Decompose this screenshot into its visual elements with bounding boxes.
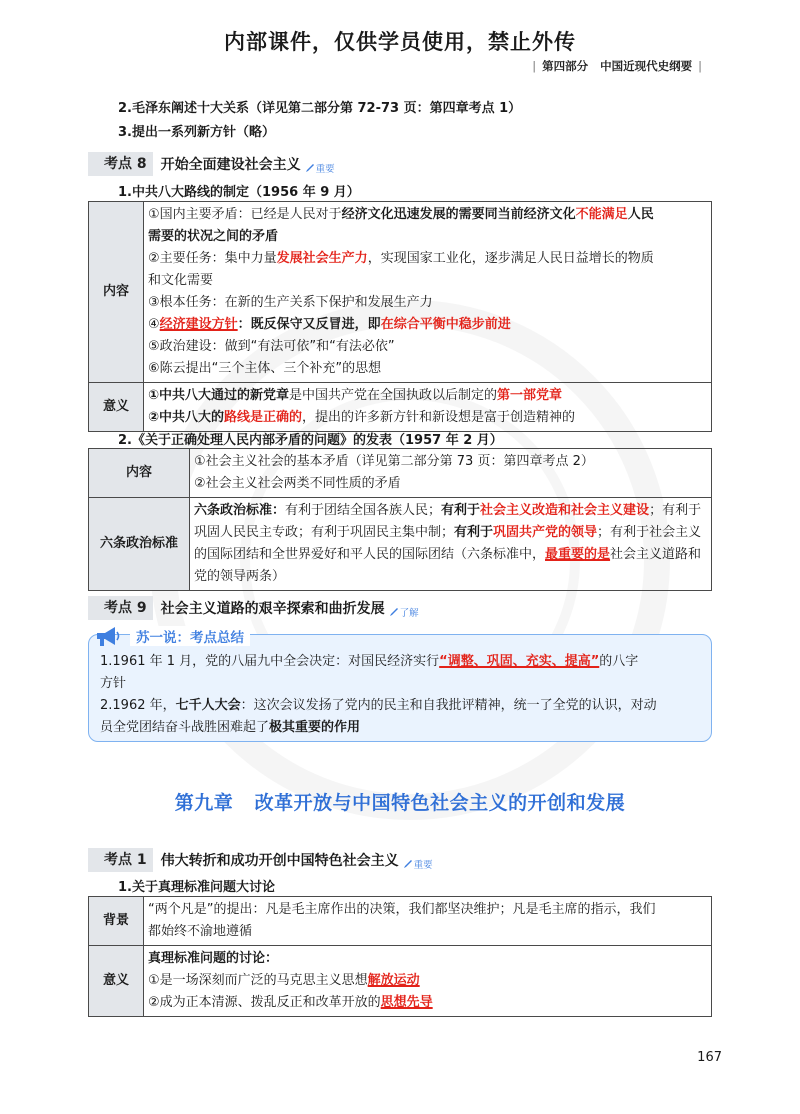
content-item-1 xyxy=(148,204,707,226)
text: 利于社会主义的国际团结和全世界爱好和平人民的国际团结（六条标准中， xyxy=(194,525,702,562)
table-row xyxy=(89,449,712,498)
text: ①国内主要矛盾：已经是人民对于 xyxy=(148,207,342,222)
significance-cell xyxy=(144,383,712,432)
header-part: 第四部分 xyxy=(542,59,589,73)
kd1-heading xyxy=(88,848,433,872)
pen-icon xyxy=(403,859,413,869)
sig-item-2 xyxy=(148,992,707,1014)
row-head-significance: 意义 xyxy=(89,383,144,432)
standards-cell xyxy=(190,498,712,591)
kd1-table xyxy=(88,896,712,1017)
content-cell xyxy=(144,202,712,383)
significance-cell xyxy=(144,946,712,1017)
content-item-4 xyxy=(148,314,707,336)
intro-line-1: 2.毛泽东阐述十大关系（详见第二部分第 72-73 页：第四章考点 1） xyxy=(118,101,522,116)
text-red: 路线是正确的 xyxy=(224,410,303,425)
text-bold: ：既反保守又反冒进，即 xyxy=(237,317,381,332)
table-row xyxy=(89,897,712,946)
content-item-1: ①社会主义社会的基本矛盾（详见第二部分第 73 页：第四章考点 2） xyxy=(194,454,594,469)
kd8-sub1: 1.中共八大路线的制定（1956 年 9 月） xyxy=(118,185,360,200)
tip-line-2-cont xyxy=(100,716,360,735)
kd1-tag xyxy=(403,857,433,871)
text-bold: 经济文化迅速发展的需要同当前经济文化 xyxy=(341,207,576,222)
row-head-content: 内容 xyxy=(89,202,144,383)
text: ①是一场深刻而广泛的马克思主义思想 xyxy=(148,973,368,988)
kd1-title: 伟大转折和成功开创中国特色社会主义 xyxy=(160,853,399,869)
text: ，提出的许多新方针和新设想是富于创造精神的 xyxy=(302,410,576,425)
chapter-title: 改革开放与中国特色社会主义的开创和发展 xyxy=(254,792,626,814)
text: 有利于团结全国各族人民； xyxy=(285,503,442,518)
content-cell xyxy=(190,449,712,498)
text-red-underline: 最重要 xyxy=(545,547,585,562)
text: ④ xyxy=(148,317,160,332)
kd8-sub2: 2.《关于正确处理人民内部矛盾的问题》的发表（1957 年 2 月） xyxy=(118,433,503,448)
row-head-significance: 意义 xyxy=(89,946,144,1017)
pen-icon xyxy=(305,163,315,173)
header-section: 中国近现代史纲要 xyxy=(600,59,693,73)
text: ②成为正本清源、拨乱反正和改革开放的 xyxy=(148,995,381,1010)
kd9-label: 考点 9 xyxy=(88,596,153,620)
background-line-2: 都始终不渝地遵循 xyxy=(148,924,253,939)
row-head-background: 背景 xyxy=(89,897,144,946)
kd8-table2 xyxy=(88,448,712,591)
sig-heading: 真理标准问题的讨论： xyxy=(148,951,279,966)
content-item-6: ⑥陈云提出“三个主体、三个补充”的思想 xyxy=(148,361,382,376)
text-red: 第一部党章 xyxy=(497,388,563,403)
intro-line-2: 3.提出一系列新方针（略） xyxy=(118,125,275,140)
content-item-3: ③根本任务：在新的生产关系下保护和发展生产力 xyxy=(148,295,433,310)
text-red: 发展社会生产力 xyxy=(276,251,368,266)
table-row xyxy=(89,498,712,591)
text: ，实现国家工业化，逐步满足人民日益增长的物质 xyxy=(367,251,654,266)
content-item-2-cont: 和文化需要 xyxy=(148,273,214,288)
row-head-standards: 六条政治标准 xyxy=(89,498,190,591)
text-red-underline: 的是 xyxy=(584,547,611,562)
kd9-heading xyxy=(88,596,419,620)
page-header-section: | 第四部分 中国近现代史纲要 | xyxy=(532,59,702,73)
kd8-tag xyxy=(305,161,335,175)
text: 有利于巩固人民民主专政；有利于巩固民主集中制； xyxy=(194,503,702,540)
table-row xyxy=(89,202,712,383)
tip-line-2 xyxy=(100,694,657,713)
text-bold: 人民 xyxy=(627,207,654,222)
text: 员全党团结奋斗战胜困难起了 xyxy=(100,720,270,735)
text-bold: 七千人大会 xyxy=(175,698,241,713)
text: 社会主义道路和党的领导两条） xyxy=(194,547,702,584)
text-red-underline: “调整、巩固、充实、提高” xyxy=(439,654,600,669)
text-red: 巩固共产党的领导 xyxy=(493,525,598,540)
text-red: 不能满足 xyxy=(575,207,628,222)
table-row xyxy=(89,383,712,432)
chapter-heading xyxy=(0,788,800,815)
text-bold: ①中共八大通过的新党章 xyxy=(148,388,290,403)
page-header-title: 内部课件，仅供学员使用，禁止外传 xyxy=(224,30,576,54)
megaphone-icon xyxy=(94,624,122,650)
background-cell xyxy=(144,897,712,946)
text: ②主要任务： xyxy=(148,251,225,266)
kd9-tag xyxy=(389,605,419,619)
text-bold: ②中共八大的 xyxy=(148,410,225,425)
kd9-title: 社会主义道路的艰辛探索和曲折发展 xyxy=(160,601,385,617)
content-item-2 xyxy=(148,248,707,270)
text-bold: 有利于 xyxy=(441,503,481,518)
text: 集中力量 xyxy=(224,251,277,266)
text-red-underline: 经济建设方针 xyxy=(159,317,238,332)
content-item-5: ⑤政治建设：做到“有法可依”和“有法必依” xyxy=(148,339,395,354)
row-head-content: 内容 xyxy=(89,449,190,498)
chapter-number: 第九章 xyxy=(174,792,234,814)
text-red-underline: 思想先导 xyxy=(380,995,433,1010)
text: 的八字 xyxy=(599,654,639,669)
background-line-1: “两个凡是”的提出：凡是毛主席作出的决策，我们都坚决维护；凡是毛主席的指示，我们 xyxy=(148,902,656,917)
text-bold: 极其重要的作用 xyxy=(269,720,361,735)
text: 1.1961 年 1 月，党的八届九中全会决定：对国民经济实行 xyxy=(100,654,440,669)
page-number: 167 xyxy=(697,1050,722,1065)
content-item-2: ②社会主义社会两类不同性质的矛盾 xyxy=(194,476,401,491)
kd8-title: 开始全面建设社会主义 xyxy=(160,157,301,173)
kd8-table1 xyxy=(88,201,712,432)
text: ； xyxy=(649,503,663,518)
tip-line-1 xyxy=(100,650,638,669)
text-red-underline: 解放运动 xyxy=(367,973,420,988)
kd1-sub1: 1.关于真理标准问题大讨论 xyxy=(118,880,275,895)
sig-item-1 xyxy=(148,970,707,992)
sig-item-1 xyxy=(148,385,707,407)
text-bold: 六条政治标准： xyxy=(194,503,286,518)
text: 是中国共产党在全国执政以后制定的 xyxy=(289,388,498,403)
text-red: 社会主义改造和社会主义建设 xyxy=(480,503,650,518)
text: 2.1962 年， xyxy=(100,698,176,713)
tip-title: 苏一说：考点总结 xyxy=(130,626,250,646)
kd8-label: 考点 8 xyxy=(88,152,153,176)
text-bold: 有利于 xyxy=(454,525,494,540)
content-item-1-cont: 需要的状况之间的矛盾 xyxy=(148,229,279,244)
table-row xyxy=(89,946,712,1017)
kd8-heading xyxy=(88,152,335,176)
text-red: 在综合平衡中稳步前进 xyxy=(380,317,511,332)
sig-item-2 xyxy=(148,407,707,429)
kd1-tag-text: 重要 xyxy=(413,860,433,871)
kd9-tag-text: 了解 xyxy=(399,608,419,619)
tip-line-1-cont: 方针 xyxy=(100,676,127,691)
kd1-label: 考点 1 xyxy=(88,848,153,872)
kd8-tag-text: 重要 xyxy=(315,164,335,175)
text: ；有 xyxy=(597,525,624,540)
text: ：这次会议发扬了党内的民主和自我批评精神，统一了全党的认识，对动 xyxy=(240,698,657,713)
pen-icon xyxy=(389,607,399,617)
